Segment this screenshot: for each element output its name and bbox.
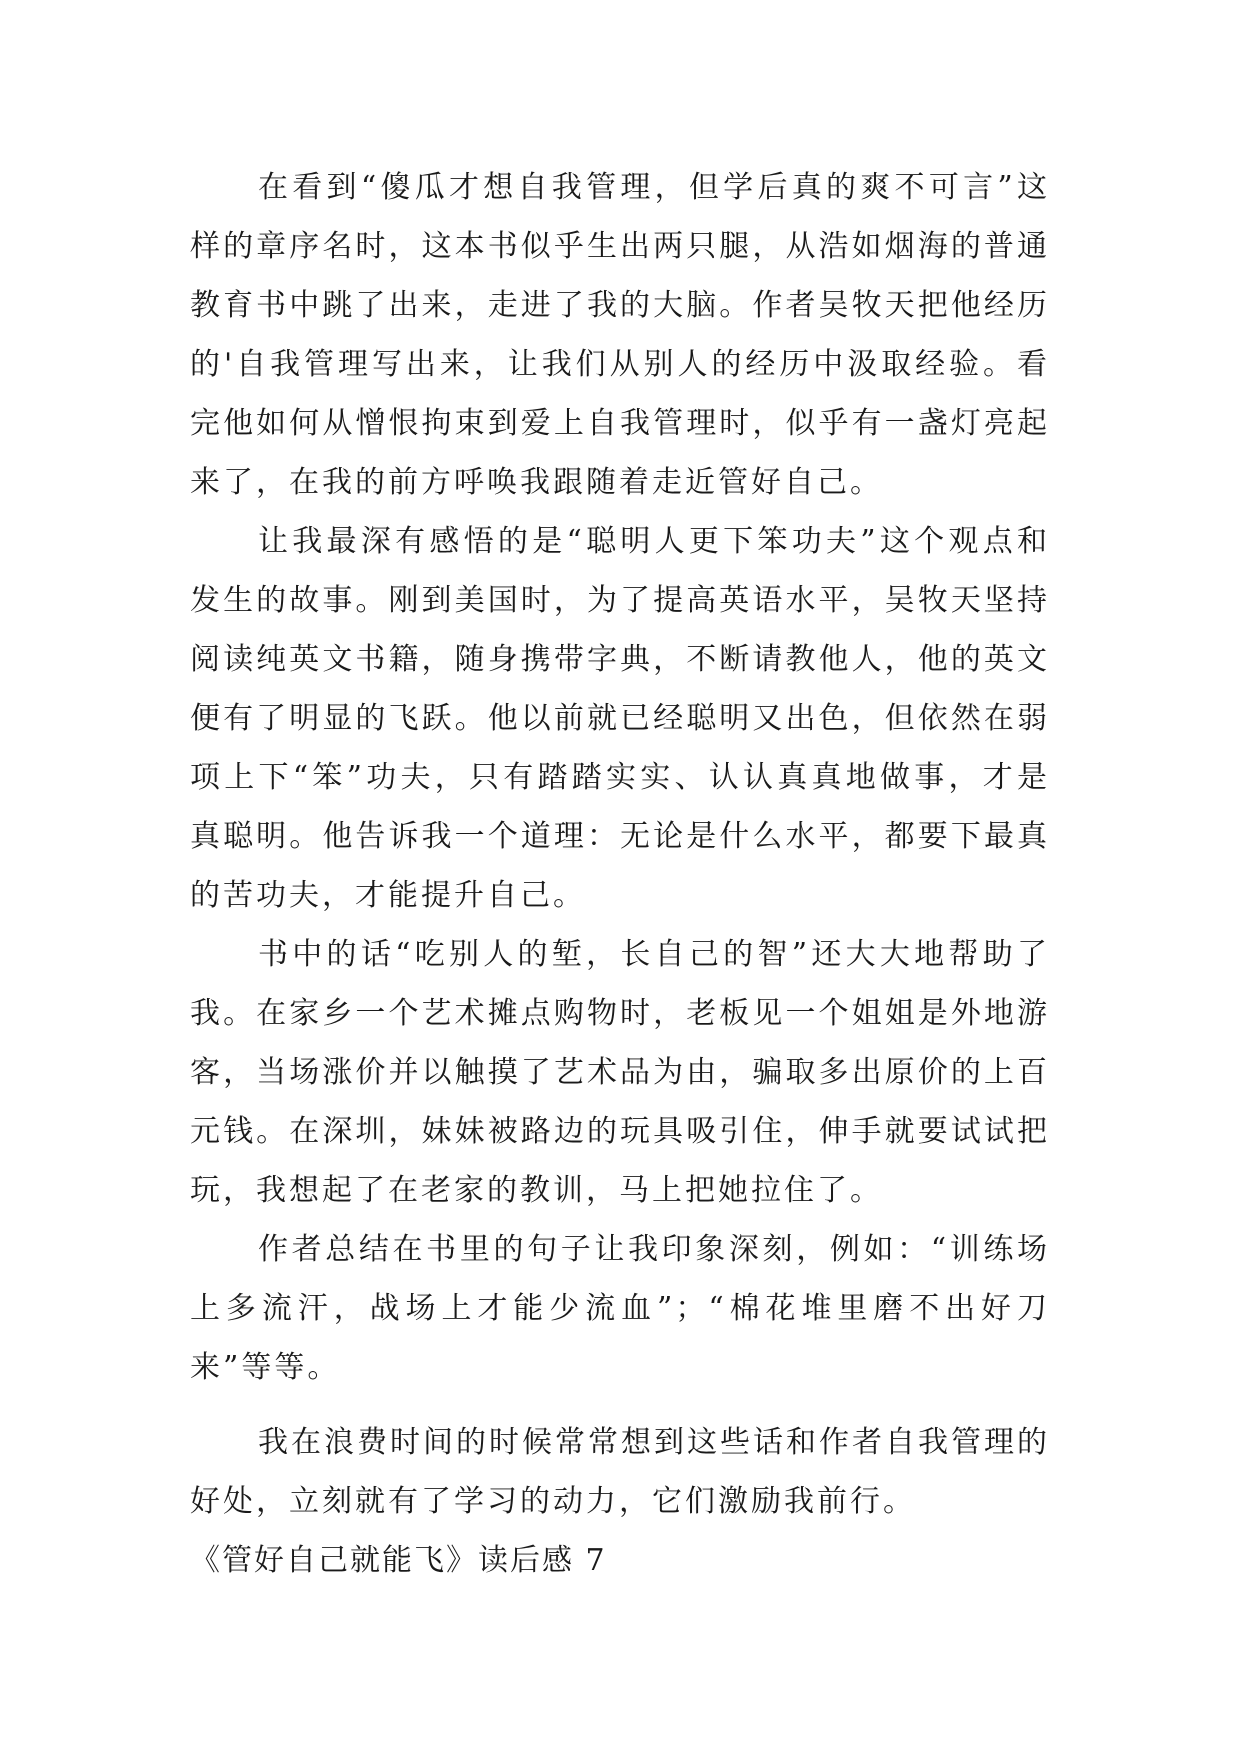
- paragraph-1: 在看到“傻瓜才想自我管理，但学后真的爽不可言”这样的章序名时，这本书似乎生出两只腿，从浩如烟海的普通教育书中跳了出来，走进了我的大脑。作者吴牧天把他经历的'自我管理写出来，让我们从别人的经历中汲取经验。看完他如何从憎恨拘束到爱上自我管理时，似乎有一盏灯亮起来了，在我的前方呼唤我跟随着走近管好自己。: [190, 170, 1050, 500]
- paragraph-5: 我在浪费时间的时候常常想到这些话和作者自我管理的好处，立刻就有了学习的动力，它们激励我前行。: [190, 1425, 1050, 1519]
- paragraph-2: 让我最深有感悟的是“聪明人更下笨功夫”这个观点和发生的故事。刚到美国时，为了提高英语水平，吴牧天坚持阅读纯英文书籍，随身携带字典，不断请教他人，他的英文便有了明显的飞跃。他以前就已经聪明又出色，但依然在弱项上下“笨”功夫，只有踏踏实实、认认真真地做事，才是真聪明。他告诉我一个道理：无论是什么水平，都要下最真的苦功夫，才能提升自己。: [190, 524, 1050, 913]
- essay-title: 《管好自己就能飞》读后感 7: [190, 1543, 607, 1578]
- paragraph-4: 作者总结在书里的句子让我印象深刻，例如：“训练场上多流汗，战场上才能少流血”；“棉花堆里磨不出好刀来”等等。: [190, 1232, 1050, 1385]
- essay-body: [190, 158, 1050, 1591]
- paragraph-3: 书中的话“吃别人的堑，长自己的智”还大大地帮助了我。在家乡一个艺术摊点购物时，老板见一个姐姐是外地游客，当场涨价并以触摸了艺术品为由，骗取多出原价的上百元钱。在深圳，妹妹被路边的玩具吸引住，伸手就要试试把玩，我想起了在老家的教训，马上把她拉住了。: [190, 937, 1050, 1208]
